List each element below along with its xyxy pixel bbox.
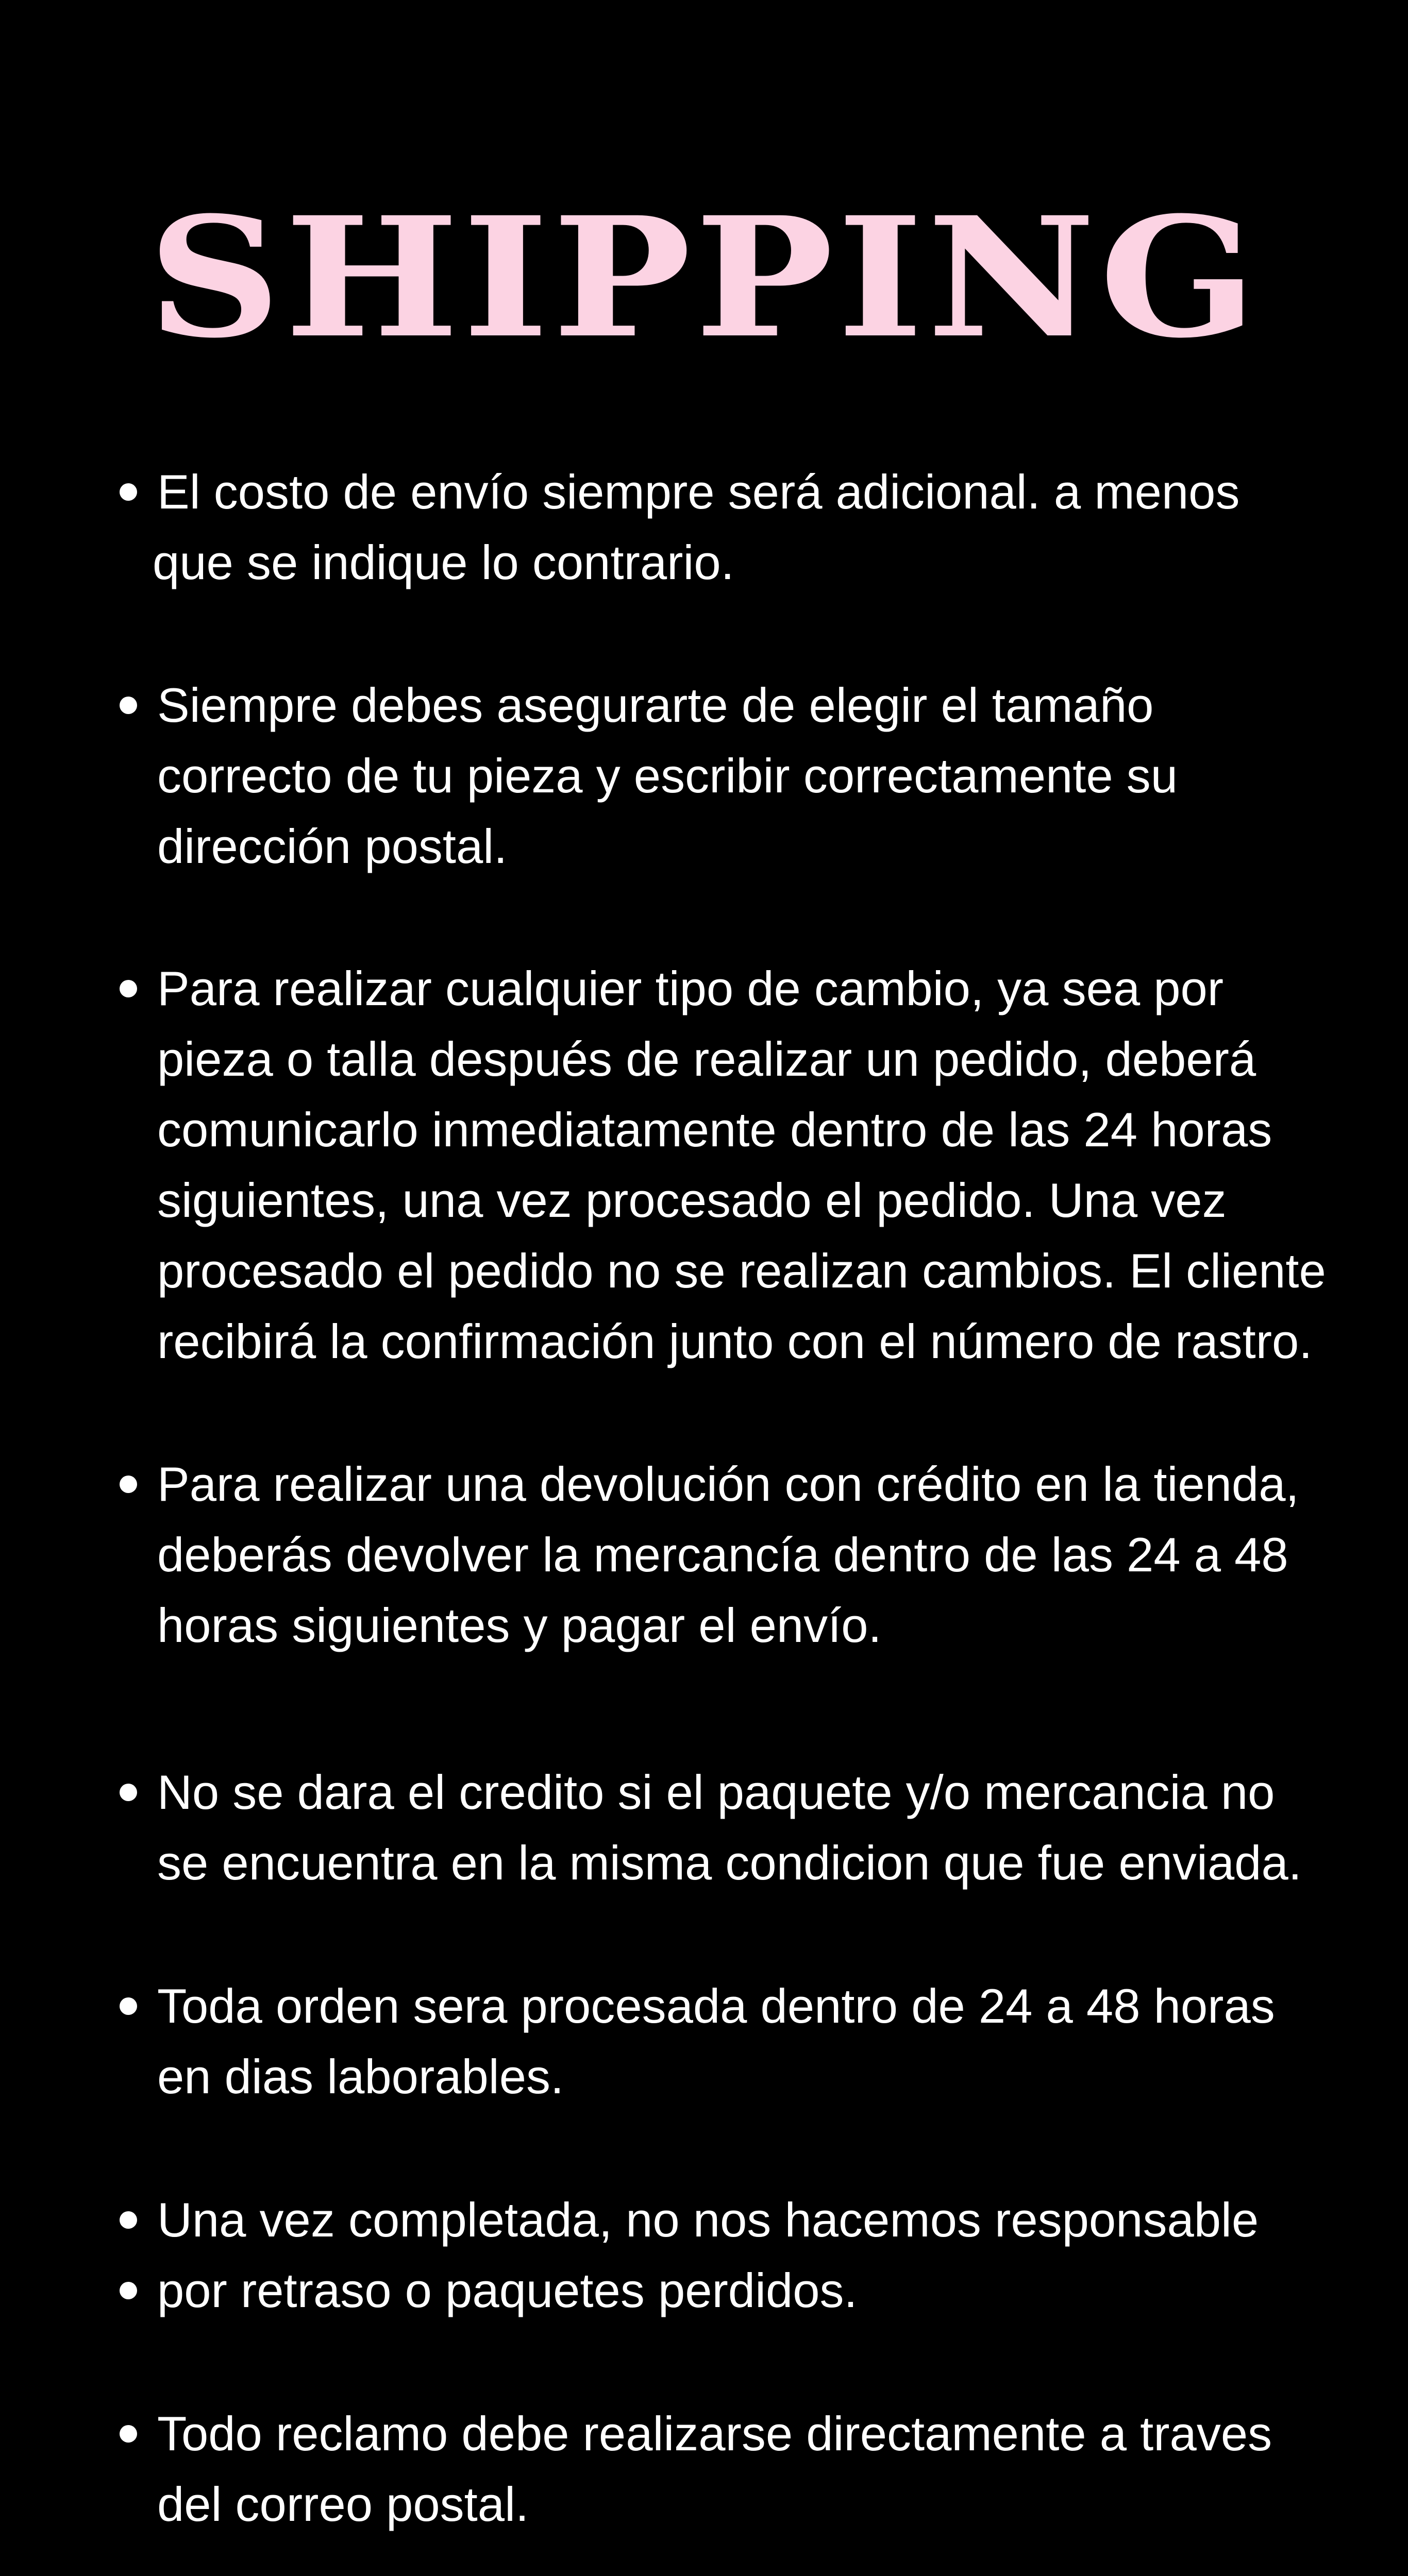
list-item-text: por retraso o paquetes perdidos.	[157, 2263, 858, 2317]
list-item-text: se encuentra en la misma condicion que fue enviada.	[157, 1836, 1302, 1890]
bullet-icon	[120, 1476, 137, 1493]
list-item-text: No se dara el credito si el paquete y/o mercancia no	[157, 1765, 1275, 1819]
list-item-text: Siempre debes asegurarte de elegir el tamaño	[157, 678, 1154, 732]
list-item-text: dirección postal.	[157, 819, 508, 873]
bullet-icon	[120, 1997, 137, 2015]
list-item-text: que se indique lo contrario.	[153, 535, 734, 589]
bullet-icon	[120, 2425, 137, 2443]
list-item-text: deberás devolver la mercancía dentro de las 24 a 48	[157, 1528, 1288, 1582]
bullet-icon	[120, 1784, 137, 1801]
list-item-text: horas siguientes y pagar el envío.	[157, 1598, 882, 1652]
list-item-text: en dias laborables.	[157, 2049, 564, 2104]
bullet-icon	[120, 2282, 137, 2299]
list-item-text: procesado el pedido no se realizan cambios. El cliente	[157, 1244, 1326, 1298]
list-item-text: Toda orden sera procesada dentro de 24 a 48 horas	[157, 1979, 1275, 2033]
list-item-text: Una vez completada, no nos hacemos responsable	[157, 2193, 1259, 2247]
bullet-icon	[120, 697, 137, 714]
list-item-text: El costo de envío siempre será adicional. a menos	[157, 465, 1240, 519]
list-item-text: recibirá la confirmación junto con el número de rastro.	[157, 1314, 1313, 1368]
bullet-icon	[120, 2211, 137, 2229]
list-item-text: Para realizar una devolución con crédito en la tienda,	[157, 1457, 1299, 1511]
bullet-icon	[120, 980, 137, 997]
list-item-text: pieza o talla después de realizar un pedido, deberá	[157, 1032, 1256, 1086]
list-item-text: correcto de tu pieza y escribir correctamente su	[157, 749, 1178, 803]
list-item-text: del correo postal.	[157, 2477, 529, 2531]
list-item-text: Todo reclamo debe realizarse directamente a traves	[157, 2406, 1272, 2461]
list-item-text: siguientes, una vez procesado el pedido. Una vez	[157, 1173, 1227, 1227]
list-item-text: comunicarlo inmediatamente dentro de las 24 horas	[157, 1103, 1272, 1157]
list-item-text: Para realizar cualquier tipo de cambio, ya sea por	[157, 961, 1224, 1015]
bullet-icon	[120, 483, 137, 501]
page-title: SHIPPING	[147, 181, 1261, 375]
